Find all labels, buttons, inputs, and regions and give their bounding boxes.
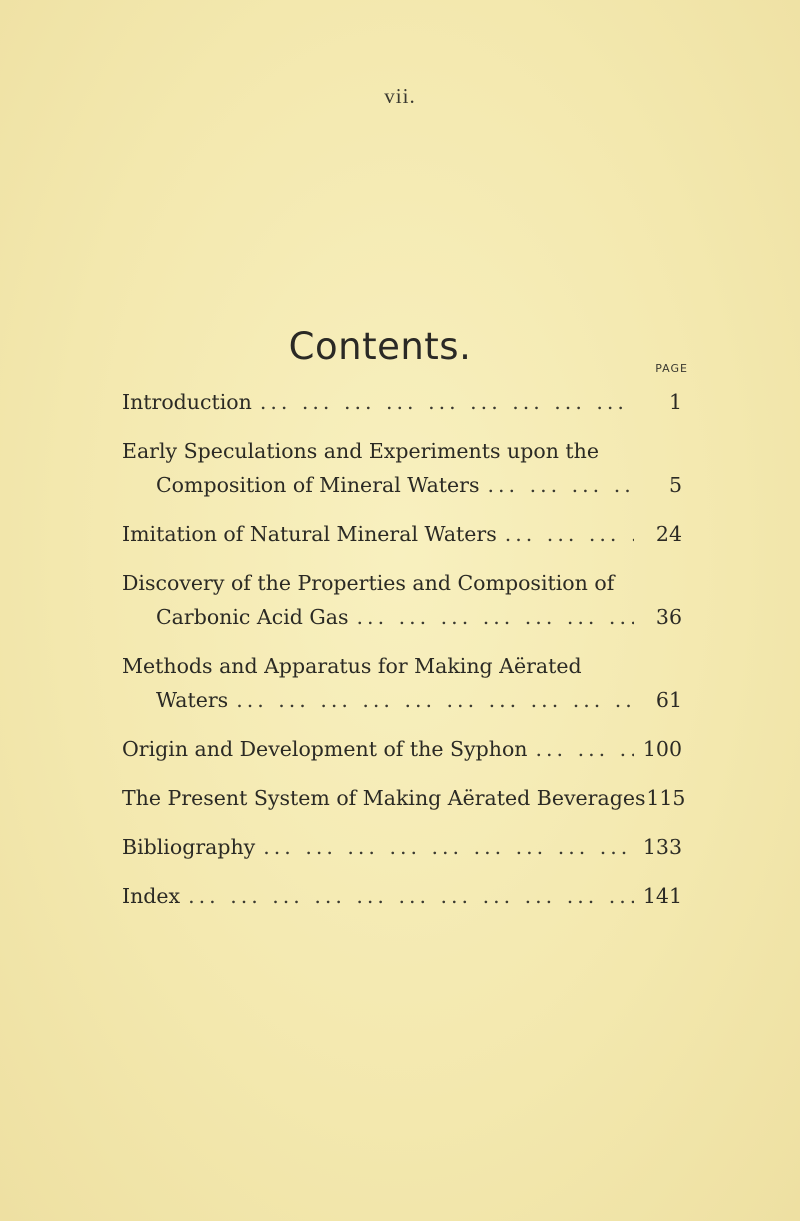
- toc-entry-present-system: [122, 781, 686, 815]
- leader-dots: [260, 385, 634, 419]
- toc-entry-methods: [122, 649, 682, 717]
- toc-entry-page: 1: [668, 390, 682, 414]
- toc-entry-page: 36: [655, 605, 682, 629]
- toc-entry-syphon: [122, 732, 682, 766]
- leader-dots: [236, 683, 634, 717]
- toc-entry-imitation: [122, 517, 682, 551]
- toc-entry-page: 61: [655, 688, 682, 712]
- toc-entry-page: 141: [642, 884, 682, 908]
- leader-dots: [357, 600, 634, 634]
- toc-entry-title: The Present System of Making Aërated Beverages: [122, 786, 646, 810]
- toc-entry-title: Introduction: [122, 390, 252, 414]
- leader-dots: [536, 732, 635, 766]
- toc-entry-page: 5: [668, 473, 682, 497]
- toc-entry-title: Imitation of Natural Mineral Waters: [122, 522, 497, 546]
- leader-dots: [188, 879, 634, 913]
- table-of-contents: [122, 385, 686, 913]
- toc-entry-page: 115: [646, 786, 686, 810]
- leader-dots: [505, 517, 634, 551]
- toc-entry-title: Early Speculations and Experiments upon the: [122, 439, 599, 463]
- toc-entry-discovery: [122, 566, 682, 634]
- toc-entry-page: 24: [655, 522, 682, 546]
- toc-entry-page: 133: [642, 835, 682, 859]
- toc-entry-title: Index: [122, 884, 181, 908]
- toc-entry-introduction: [122, 385, 682, 419]
- toc-entry-page: 100: [642, 737, 682, 761]
- toc-entry-title: Discovery of the Properties and Composition of: [122, 571, 615, 595]
- toc-entry-title-continued: Carbonic Acid Gas: [156, 605, 349, 629]
- toc-entry-title: Bibliography: [122, 835, 256, 859]
- toc-entry-title-continued: Waters: [156, 688, 229, 712]
- toc-entry-bibliography: [122, 830, 682, 864]
- leader-dots: [488, 468, 635, 502]
- toc-entry-title-continued: Composition of Mineral Waters: [156, 473, 480, 497]
- toc-entry-early-speculations: [122, 434, 682, 502]
- toc-entry-index: [122, 879, 682, 913]
- page-column-heading: PAGE: [655, 362, 688, 375]
- leader-dots: [263, 830, 634, 864]
- toc-entry-title: Methods and Apparatus for Making Aërated: [122, 654, 582, 678]
- page-title: Contents.: [288, 324, 472, 368]
- page-number: vii.: [384, 84, 416, 108]
- toc-entry-title: Origin and Development of the Syphon: [122, 737, 528, 761]
